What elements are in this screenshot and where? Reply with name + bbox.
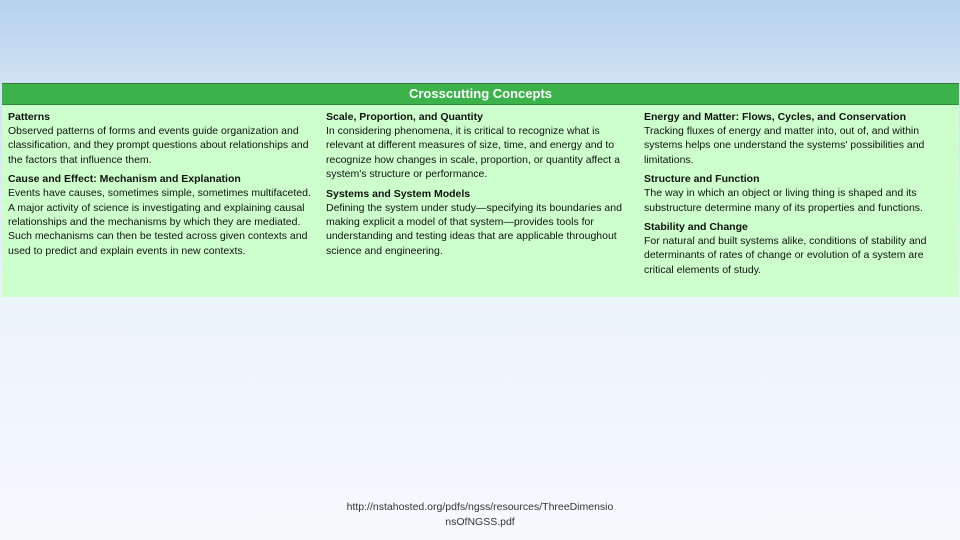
concept-description: Observed patterns of forms and events guide organization and classification, and they prompt questions about relationships and the factors that influence them. (8, 125, 309, 166)
concept-description: In considering phenomena, it is critical to recognize what is relevant at different measures of size, time, and energy and to recognize how changes in scale, proportion, or quantity affect a system's structure or performance. (326, 125, 620, 181)
concept-systems-and-models (326, 188, 636, 259)
table-title: Crosscutting Concepts (2, 84, 959, 105)
concept-title: Energy and Matter: Flows, Cycles, and Conservation (644, 111, 906, 123)
concept-description: Tracking fluxes of energy and matter into, out of, and within systems helps one understand the systems' possibilities and limitations. (644, 125, 925, 166)
concept-title: Patterns (8, 111, 51, 123)
concept-description: The way in which an object or living thing is shaped and its substructure determine many of its properties and functions. (644, 187, 923, 214)
source-url-line-2: nsOfNGSS.pdf (445, 516, 515, 528)
concept-energy-and-matter (644, 111, 949, 167)
concept-structure-and-function (644, 173, 949, 215)
concept-scale-proportion-quantity (326, 111, 636, 182)
concept-title: Scale, Proportion, and Quantity (326, 111, 483, 123)
concept-title: Stability and Change (644, 221, 748, 234)
concept-description: Events have causes, sometimes simple, sometimes multifaceted. A major activity of science is investigating and explaining causal relationships and the mechanisms by which they are mediated. Such mechanisms can then be tested across given contexts and used to predict and explain events in new contexts. (8, 187, 311, 257)
source-url-line-1: http://nstahosted.org/pdfs/ngss/resources/ThreeDimensio (346, 501, 614, 513)
source-url (320, 500, 640, 530)
concept-description: For natural and built systems alike, conditions of stability and determinants of rates of change or evolution of a system are critical elements of study. (644, 235, 927, 276)
column-3 (644, 111, 949, 283)
column-1 (8, 111, 318, 264)
concept-title: Systems and System Models (326, 187, 471, 200)
concept-patterns (8, 111, 318, 167)
concept-cause-and-effect (8, 173, 318, 258)
concept-stability-and-change (644, 221, 949, 277)
concept-title: Cause and Effect: Mechanism and Explanation (8, 173, 241, 186)
concept-title: Structure and Function (644, 173, 760, 186)
concept-description: Defining the system under study—specifying its boundaries and making explicit a model of that system—provides tools for understanding and testing ideas that are applicable throughout science and engineering. (326, 201, 622, 257)
crosscutting-concepts-table (2, 83, 959, 297)
column-2 (326, 111, 636, 264)
